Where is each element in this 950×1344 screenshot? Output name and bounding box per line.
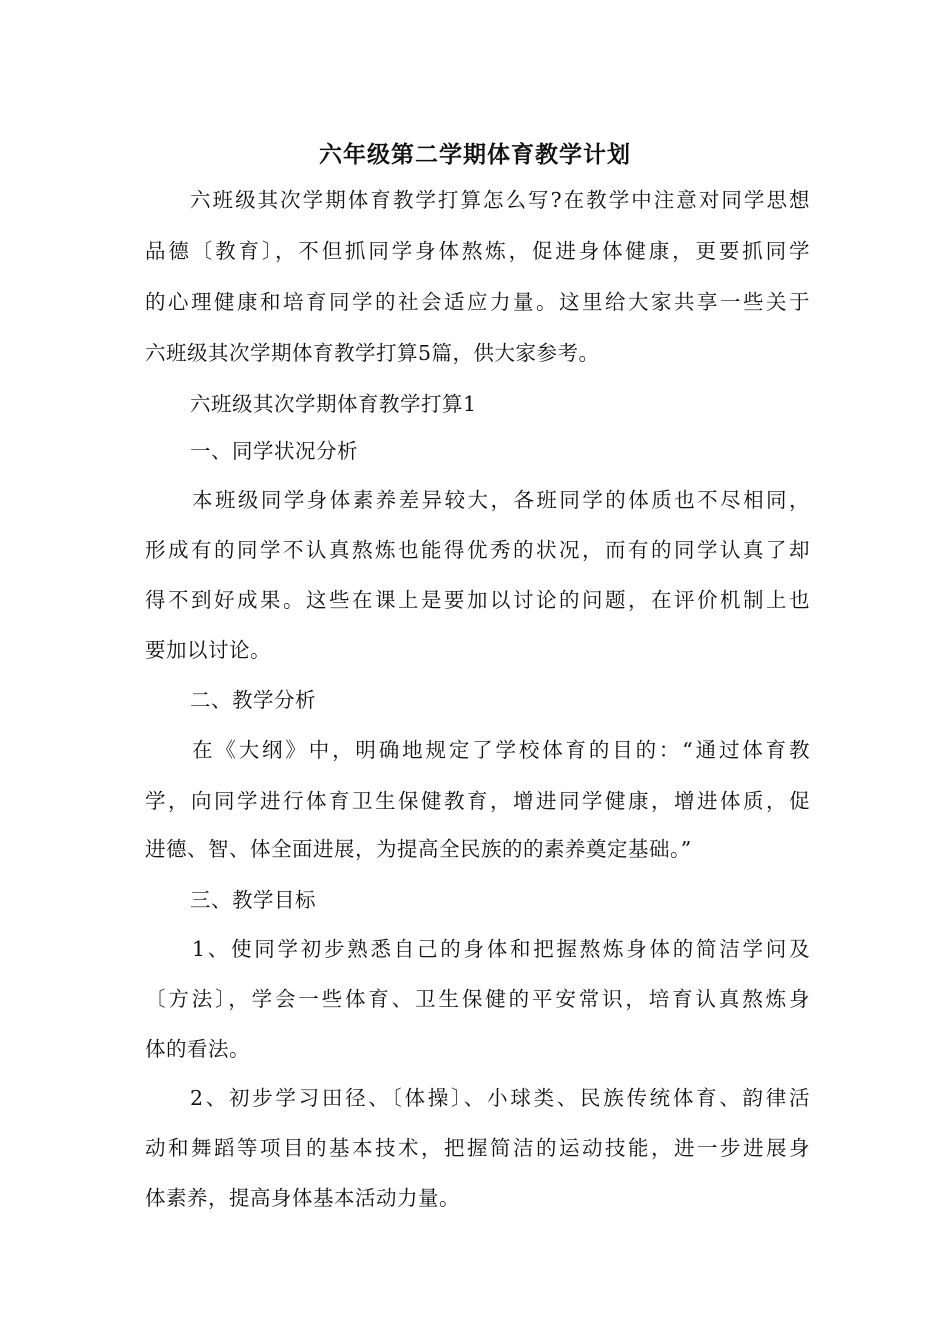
plan-subtitle: 六班级其次学期体育教学打算1 [190,392,477,416]
section-2-heading: 二、教学分析 [190,688,316,712]
goal-1-line-1: 1、使同学初步熟悉自己的身体和把握熬炼身体的简洁学问及 [192,937,810,961]
section-1-line-2: 形成有的同学不认真熬炼也能得优秀的状况，而有的同学认真了却 [145,538,810,562]
intro-line-2: 品德〔教育〕，不但抓同学身体熬炼，促进身体健康，更要抓同学 [145,239,810,263]
goal-2-line-3: 体素养，提高身体基本活动力量。 [145,1186,460,1210]
section-1-line-3: 得不到好成果。这些在课上是要加以讨论的问题，在评价机制上也 [145,588,810,612]
intro-line-3: 的心理健康和培育同学的社会适应力量。这里给大家共享一些关于 [145,290,810,314]
goal-2-line-2: 动和舞蹈等项目的基本技术，把握简洁的运动技能，进一步进展身 [145,1136,810,1160]
goal-1-line-2: 〔方法〕，学会一些体育、卫生保健的平安常识，培育认真熬炼身 [145,987,810,1011]
section-1-heading: 一、同学状况分析 [190,439,358,463]
section-1-line-4: 要加以讨论。 [145,638,271,662]
document-title: 六年级第二学期体育教学计划 [319,141,631,168]
intro-line-4: 六班级其次学期体育教学打算5篇，供大家参考。 [145,341,600,365]
section-2-line-3: 进德、智、体全面进展，为提高全民族的的素养奠定基础。” [145,837,692,861]
goal-2-line-1: 2、初步学习田径、〔体操〕、小球类、民族传统体育、韵律活 [190,1086,810,1110]
section-2-line-2: 学，向同学进行体育卫生保健教育，增进同学健康，增进体质，促 [145,789,810,813]
goal-1-line-3: 体的看法。 [145,1037,250,1061]
section-2-line-1: 在《大纲》中，明确地规定了学校体育的目的：“通过体育教 [192,738,810,762]
section-3-heading: 三、教学目标 [190,888,316,912]
section-1-line-1: 本班级同学身体素养差异较大，各班同学的体质也不尽相同， [192,488,810,512]
intro-line-1: 六班级其次学期体育教学打算怎么写?在教学中注意对同学思想 [190,188,810,212]
